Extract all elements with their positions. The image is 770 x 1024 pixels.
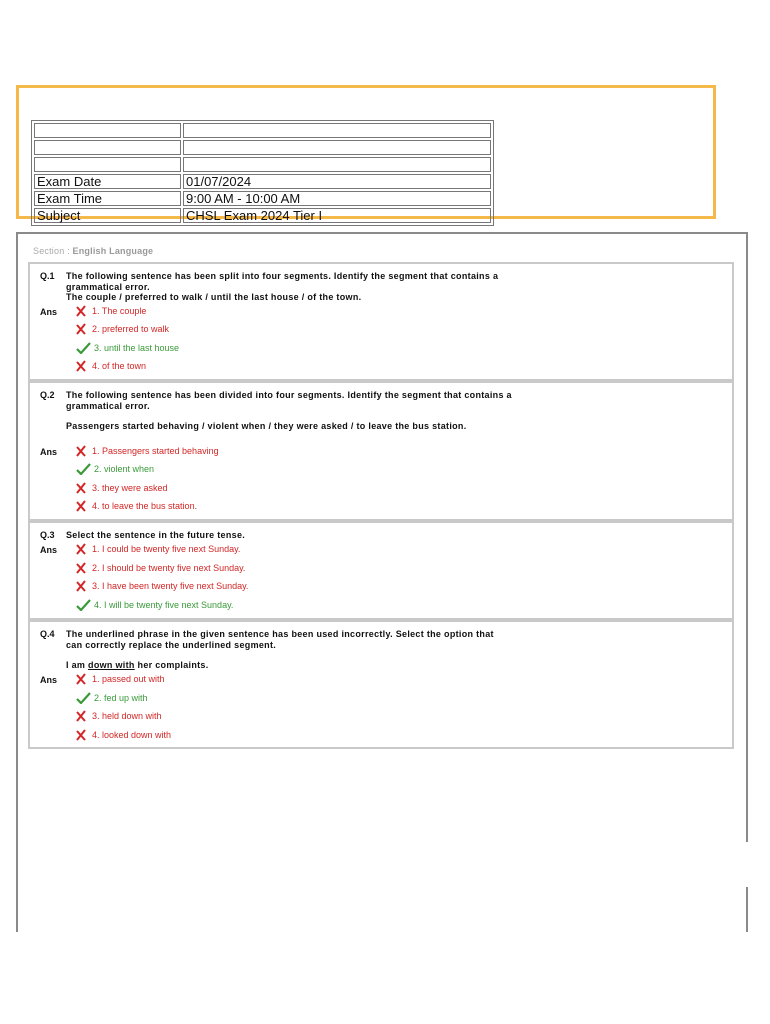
option-text: 4. to leave the bus station. <box>92 501 198 511</box>
question-line: The underlined phrase in the given sentence has been used incorrectly. Select the option that can correctly replace the underlined segment. <box>66 629 494 650</box>
question-number: Q.2 <box>40 390 55 400</box>
option-text: 1. passed out with <box>92 674 165 684</box>
question-text <box>66 629 506 671</box>
question-line: The couple / preferred to walk / until the last house / of the town. <box>66 292 362 302</box>
info-value: 01/07/2024 <box>183 174 491 189</box>
ans-label: Ans <box>40 545 58 555</box>
option-wrong[interactable] <box>74 305 146 317</box>
ans-label: Ans <box>40 675 58 685</box>
question-card-q4 <box>28 620 734 749</box>
exam-info-box <box>16 85 716 223</box>
option-text: 3. I have been twenty five next Sunday. <box>92 581 249 591</box>
question-text <box>66 271 536 303</box>
cross-icon <box>74 360 90 372</box>
question-card-q2 <box>28 381 734 521</box>
question-line: Passengers started behaving / violent when / they were asked / to leave the bus station. <box>66 421 467 431</box>
info-key: Exam Date <box>34 174 181 189</box>
info-row <box>34 140 491 155</box>
option-wrong[interactable] <box>74 729 171 741</box>
option-wrong[interactable] <box>74 673 165 685</box>
cross-icon <box>74 580 90 592</box>
check-icon <box>76 599 92 611</box>
panel-border <box>746 232 748 842</box>
cross-icon <box>74 323 90 335</box>
question-number: Q.4 <box>40 629 55 639</box>
section-prefix: Section : <box>33 246 73 256</box>
cross-icon <box>74 673 90 685</box>
info-value <box>183 140 491 155</box>
info-key <box>34 140 181 155</box>
question-number: Q.1 <box>40 271 55 281</box>
option-wrong[interactable] <box>74 562 245 574</box>
option-text: 1. Passengers started behaving <box>92 446 219 456</box>
option-text: 2. fed up with <box>94 693 148 703</box>
info-value <box>183 123 491 138</box>
option-text: 2. violent when <box>94 464 155 474</box>
question-number: Q.3 <box>40 530 55 540</box>
option-text: 2. I should be twenty five next Sunday. <box>92 563 246 573</box>
info-row-subject <box>34 208 491 223</box>
cross-icon <box>74 729 90 741</box>
ans-label: Ans <box>40 307 58 317</box>
cross-icon <box>74 543 90 555</box>
info-key: Subject <box>34 208 181 223</box>
cross-icon <box>74 305 90 317</box>
option-wrong[interactable] <box>74 482 168 494</box>
option-wrong[interactable] <box>74 580 248 592</box>
option-correct[interactable] <box>76 599 233 611</box>
info-value: 9:00 AM - 10:00 AM <box>183 191 491 206</box>
option-text: 3. held down with <box>92 711 162 721</box>
cross-icon <box>74 710 90 722</box>
info-row <box>34 157 491 172</box>
question-line: The following sentence has been split into four segments. Identify the segment that contains a grammatical error. <box>66 271 499 292</box>
question-card-q3 <box>28 521 734 620</box>
question-line <box>66 660 506 671</box>
option-correct[interactable] <box>76 463 154 475</box>
panel-border <box>16 232 18 932</box>
option-text: 4. of the town <box>92 361 147 371</box>
option-correct[interactable] <box>76 692 148 704</box>
option-wrong[interactable] <box>74 710 162 722</box>
option-text: 1. The couple <box>92 306 147 316</box>
check-icon <box>76 342 92 354</box>
option-wrong[interactable] <box>74 500 197 512</box>
option-text: 1. I could be twenty five next Sunday. <box>92 544 241 554</box>
option-wrong[interactable] <box>74 323 169 335</box>
question-line: Select the sentence in the future tense. <box>66 530 246 540</box>
info-key <box>34 157 181 172</box>
cross-icon <box>74 500 90 512</box>
info-row-exam-date <box>34 174 491 189</box>
panel-border <box>746 887 748 932</box>
option-text: 3. until the last house <box>94 343 180 353</box>
info-value: CHSL Exam 2024 Tier I <box>183 208 491 223</box>
sentence-part: her complaints. <box>134 660 209 670</box>
option-text: 2. preferred to walk <box>92 324 170 334</box>
info-row <box>34 123 491 138</box>
section-name: English Language <box>72 246 154 256</box>
sentence-part: I am <box>66 660 89 670</box>
question-text <box>66 530 536 541</box>
check-icon <box>76 692 92 704</box>
question-text <box>66 390 536 432</box>
question-card-q1 <box>28 262 734 381</box>
info-value <box>183 157 491 172</box>
option-wrong[interactable] <box>74 445 219 457</box>
section-label <box>33 246 153 256</box>
info-row-exam-time <box>34 191 491 206</box>
option-wrong[interactable] <box>74 543 240 555</box>
underlined-phrase: down with <box>88 660 135 670</box>
ans-label: Ans <box>40 447 58 457</box>
cross-icon <box>74 482 90 494</box>
info-key <box>34 123 181 138</box>
option-text: 4. looked down with <box>92 730 172 740</box>
check-icon <box>76 463 92 475</box>
exam-info-table <box>31 120 494 226</box>
option-correct[interactable] <box>76 342 179 354</box>
info-key: Exam Time <box>34 191 181 206</box>
panel-border <box>16 232 748 234</box>
option-text: 3. they were asked <box>92 483 168 493</box>
cross-icon <box>74 445 90 457</box>
cross-icon <box>74 562 90 574</box>
option-wrong[interactable] <box>74 360 146 372</box>
question-line: The following sentence has been divided into four segments. Identify the segment that contains a grammatical error. <box>66 390 512 411</box>
option-text: 4. I will be twenty five next Sunday. <box>94 600 234 610</box>
